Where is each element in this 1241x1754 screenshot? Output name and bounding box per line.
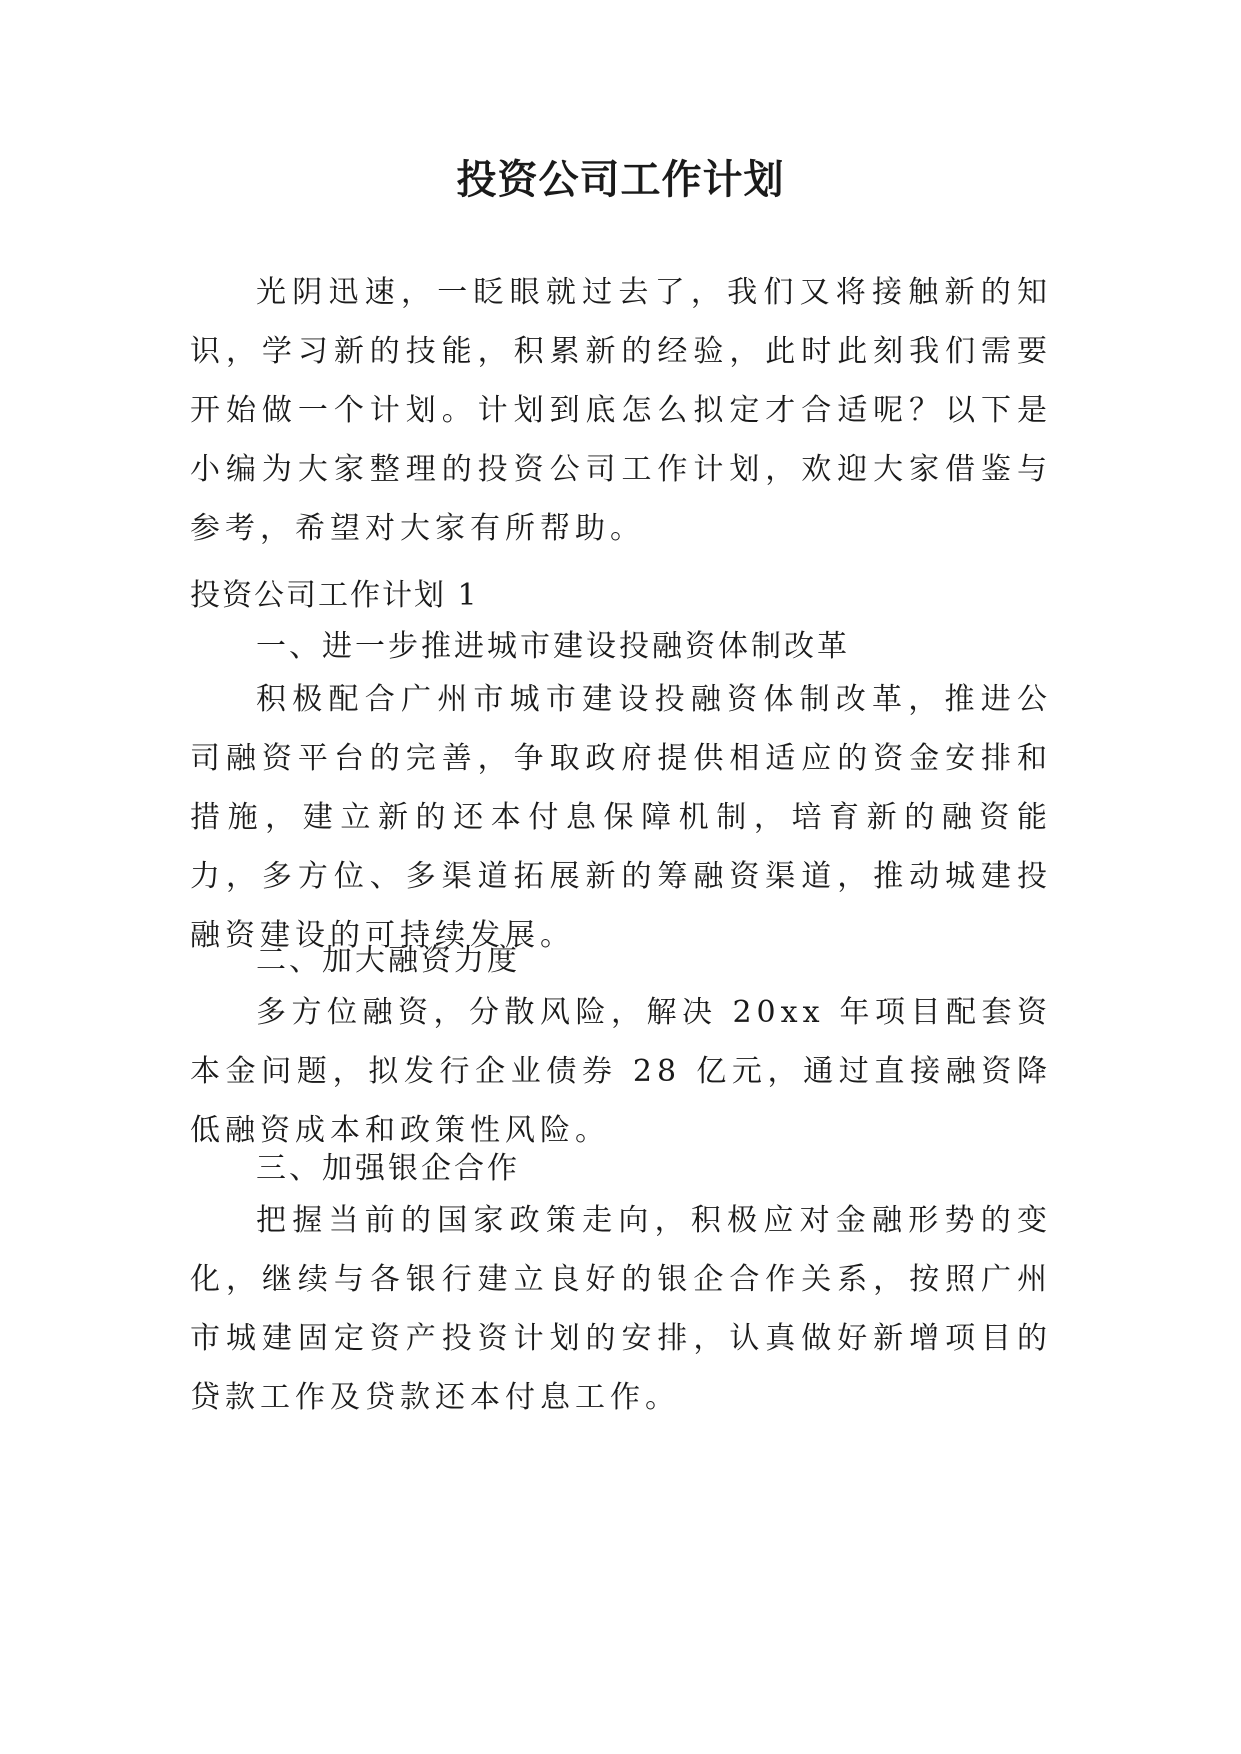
- item-1-paragraph: 积极配合广州市城市建设投融资体制改革，推进公司融资平台的完善，争取政府提供相适应的资金安排和措施，建立新的还本付息保障机制，培育新的融资能力，多方位、多渠道拓展新的筹融资渠道，推动城建投融资建设的可持续发展。: [190, 682, 1052, 953]
- item-2-paragraph: 多方位融资，分散风险，解决 20xx 年项目配套资本金问题，拟发行企业债券 28 亿元，通过直接融资降低融资成本和政策性风险。: [190, 995, 1052, 1148]
- item-1-heading: 一、进一步推进城市建设投融资体制改革: [256, 629, 850, 664]
- item-3-heading: 三、加强银企合作: [256, 1151, 520, 1186]
- section-title: 投资公司工作计划 1: [190, 578, 479, 613]
- item-3-paragraph: 把握当前的国家政策走向，积极应对金融形势的变化，继续与各银行建立良好的银企合作关系，按照广州市城建固定资产投资计划的安排，认真做好新增项目的贷款工作及贷款还本付息工作。: [190, 1203, 1052, 1415]
- document-title: 投资公司工作计划: [456, 156, 785, 203]
- item-2-heading: 二、加大融资力度: [256, 943, 520, 978]
- intro-paragraph: 光阴迅速，一眨眼就过去了，我们又将接触新的知识，学习新的技能，积累新的经验，此时此刻我们需要开始做一个计划。计划到底怎么拟定才合适呢？以下是小编为大家整理的投资公司工作计划，欢迎大家借鉴与参考，希望对大家有所帮助。: [190, 275, 1052, 546]
